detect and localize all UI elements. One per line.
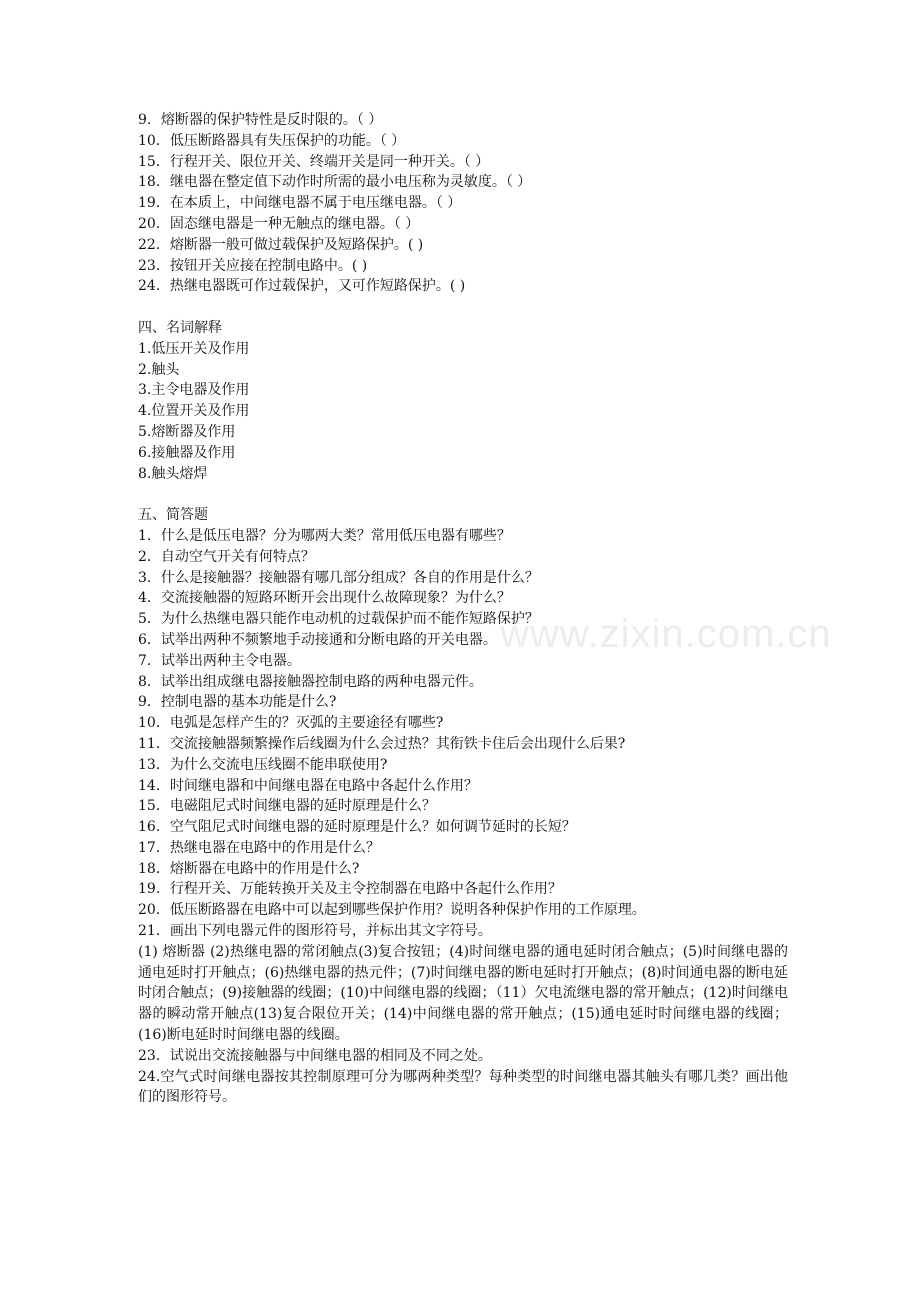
question-item: 24.空气式时间继电器按其控制原理可分为哪两种类型？每种类型的时间继电器其触头有哪几类？画出他们的图形符号。 <box>138 1068 788 1106</box>
spacer <box>138 484 788 505</box>
tf-item: 10．低压断路器具有失压保护的功能。（ ） <box>138 132 406 149</box>
tf-item: 22．熔断器一般可做过载保护及短路保护。( ) <box>138 236 424 253</box>
question-item: 6．试举出两种不频繁地手动接通和分断电路的开关电器。 <box>138 631 497 648</box>
question-item: 20．低压断路器在电路中可以起到哪些保护作用？说明各种保护作用的工作原理。 <box>138 902 646 919</box>
question-item: 13．为什么交流电压线圈不能串联使用? <box>138 756 388 773</box>
question-item: 1．什么是低压电器？分为哪两大类？常用低压电器有哪些？ <box>138 527 511 544</box>
term-item: 4.位置开关及作用 <box>138 403 250 420</box>
question-item: 5．为什么热继电器只能作电动机的过载保护而不能作短路保护？ <box>138 611 539 628</box>
question-item: 23．试说出交流接触器与中间继电器的相同及不同之处。 <box>138 1047 492 1064</box>
section-title: 五、简答题 <box>138 507 208 524</box>
term-item: 3.主令电器及作用 <box>138 382 250 399</box>
true-false-list <box>138 110 788 297</box>
question-item: 17．热继电器在电路中的作用是什么？ <box>138 839 380 856</box>
question-item: 19．行程开关、万能转换开关及主令控制器在电路中各起什么作用？ <box>138 881 562 898</box>
question-item: 4．交流接触器的短路环断开会出现什么故障现象？为什么？ <box>138 590 511 607</box>
question-item: 16．空气阻尼式时间继电器的延时原理是什么？如何调节延时的长短？ <box>138 819 576 836</box>
spacer <box>138 297 788 318</box>
question-item: 10．电弧是怎样产生的？灭弧的主要途径有哪些? <box>138 715 444 732</box>
question-21-detail: (1) 熔断器 (2)热继电器的常闭触点(3)复合按钮；(4)时间继电器的通电延时闭合触点；(5)时间继电器的通电延时打开触点；(6)热继电器的热元件；(7)时间继电器的断电延时打开触点；(8)时间通电器的断电延时闭合触点；(9)接触器的线圈；(10)中间继电器的线圈；（11）欠电流继电器的常开触点；(12)时间继电器的瞬动常开触点(13)复合限位开关；(14)中间继电器的常开触点；(15)通电延时时间继电器的线圈；(16)断电延时时间继电器的线圈。 <box>138 943 788 1044</box>
tf-item: 15．行程开关、限位开关、终端开关是同一种开关。（ ） <box>138 153 490 170</box>
tf-item: 19．在本质上，中间继电器不属于电压继电器。（ ） <box>138 195 462 212</box>
question-item: 2．自动空气开关有何特点？ <box>138 548 315 565</box>
section-term-definitions <box>138 318 788 484</box>
section-short-answer <box>138 505 788 1108</box>
question-item: 3．什么是接触器？接触器有哪几部分组成？各自的作用是什么？ <box>138 569 539 586</box>
question-item: 7．试举出两种主令电器。 <box>138 652 301 669</box>
tf-item: 23．按钮开关应接在控制电路中。( ) <box>138 257 368 274</box>
term-item: 8.触头熔焊 <box>138 465 208 482</box>
term-item: 5.熔断器及作用 <box>138 423 236 440</box>
section-title: 四、名词解释 <box>138 319 222 336</box>
watermark: www.zixin.com.cn <box>500 612 832 656</box>
question-item: 15．电磁阻尼式时间继电器的延时原理是什么？ <box>138 798 436 815</box>
term-item: 6.接触器及作用 <box>138 444 236 461</box>
question-item: 11．交流接触器频繁操作后线圈为什么会过热？其衔铁卡住后会出现什么后果? <box>138 735 626 752</box>
term-item: 2.触头 <box>138 361 180 378</box>
tf-item: 24．热继电器既可作过载保护，又可作短路保护。( ) <box>138 278 466 295</box>
tf-item: 20．固态继电器是一种无触点的继电器。（ ） <box>138 215 420 232</box>
tf-item: 9．熔断器的保护特性是反时限的。（ ） <box>138 112 383 128</box>
tf-item: 18．继电器在整定值下动作时所需的最小电压称为灵敏度。（ ） <box>138 174 532 191</box>
question-item: 9．控制电器的基本功能是什么? <box>138 694 337 711</box>
question-item: 21．画出下列电器元件的图形符号，并标出其文字符号。 <box>138 923 492 940</box>
term-item: 1.低压开关及作用 <box>138 340 250 357</box>
question-item: 14．时间继电器和中间继电器在电路中各起什么作用？ <box>138 777 478 794</box>
question-item: 8．试举出组成继电器接触器控制电路的两种电器元件。 <box>138 673 483 690</box>
question-item: 18．熔断器在电路中的作用是什么? <box>138 860 360 877</box>
document-body <box>138 110 788 1108</box>
